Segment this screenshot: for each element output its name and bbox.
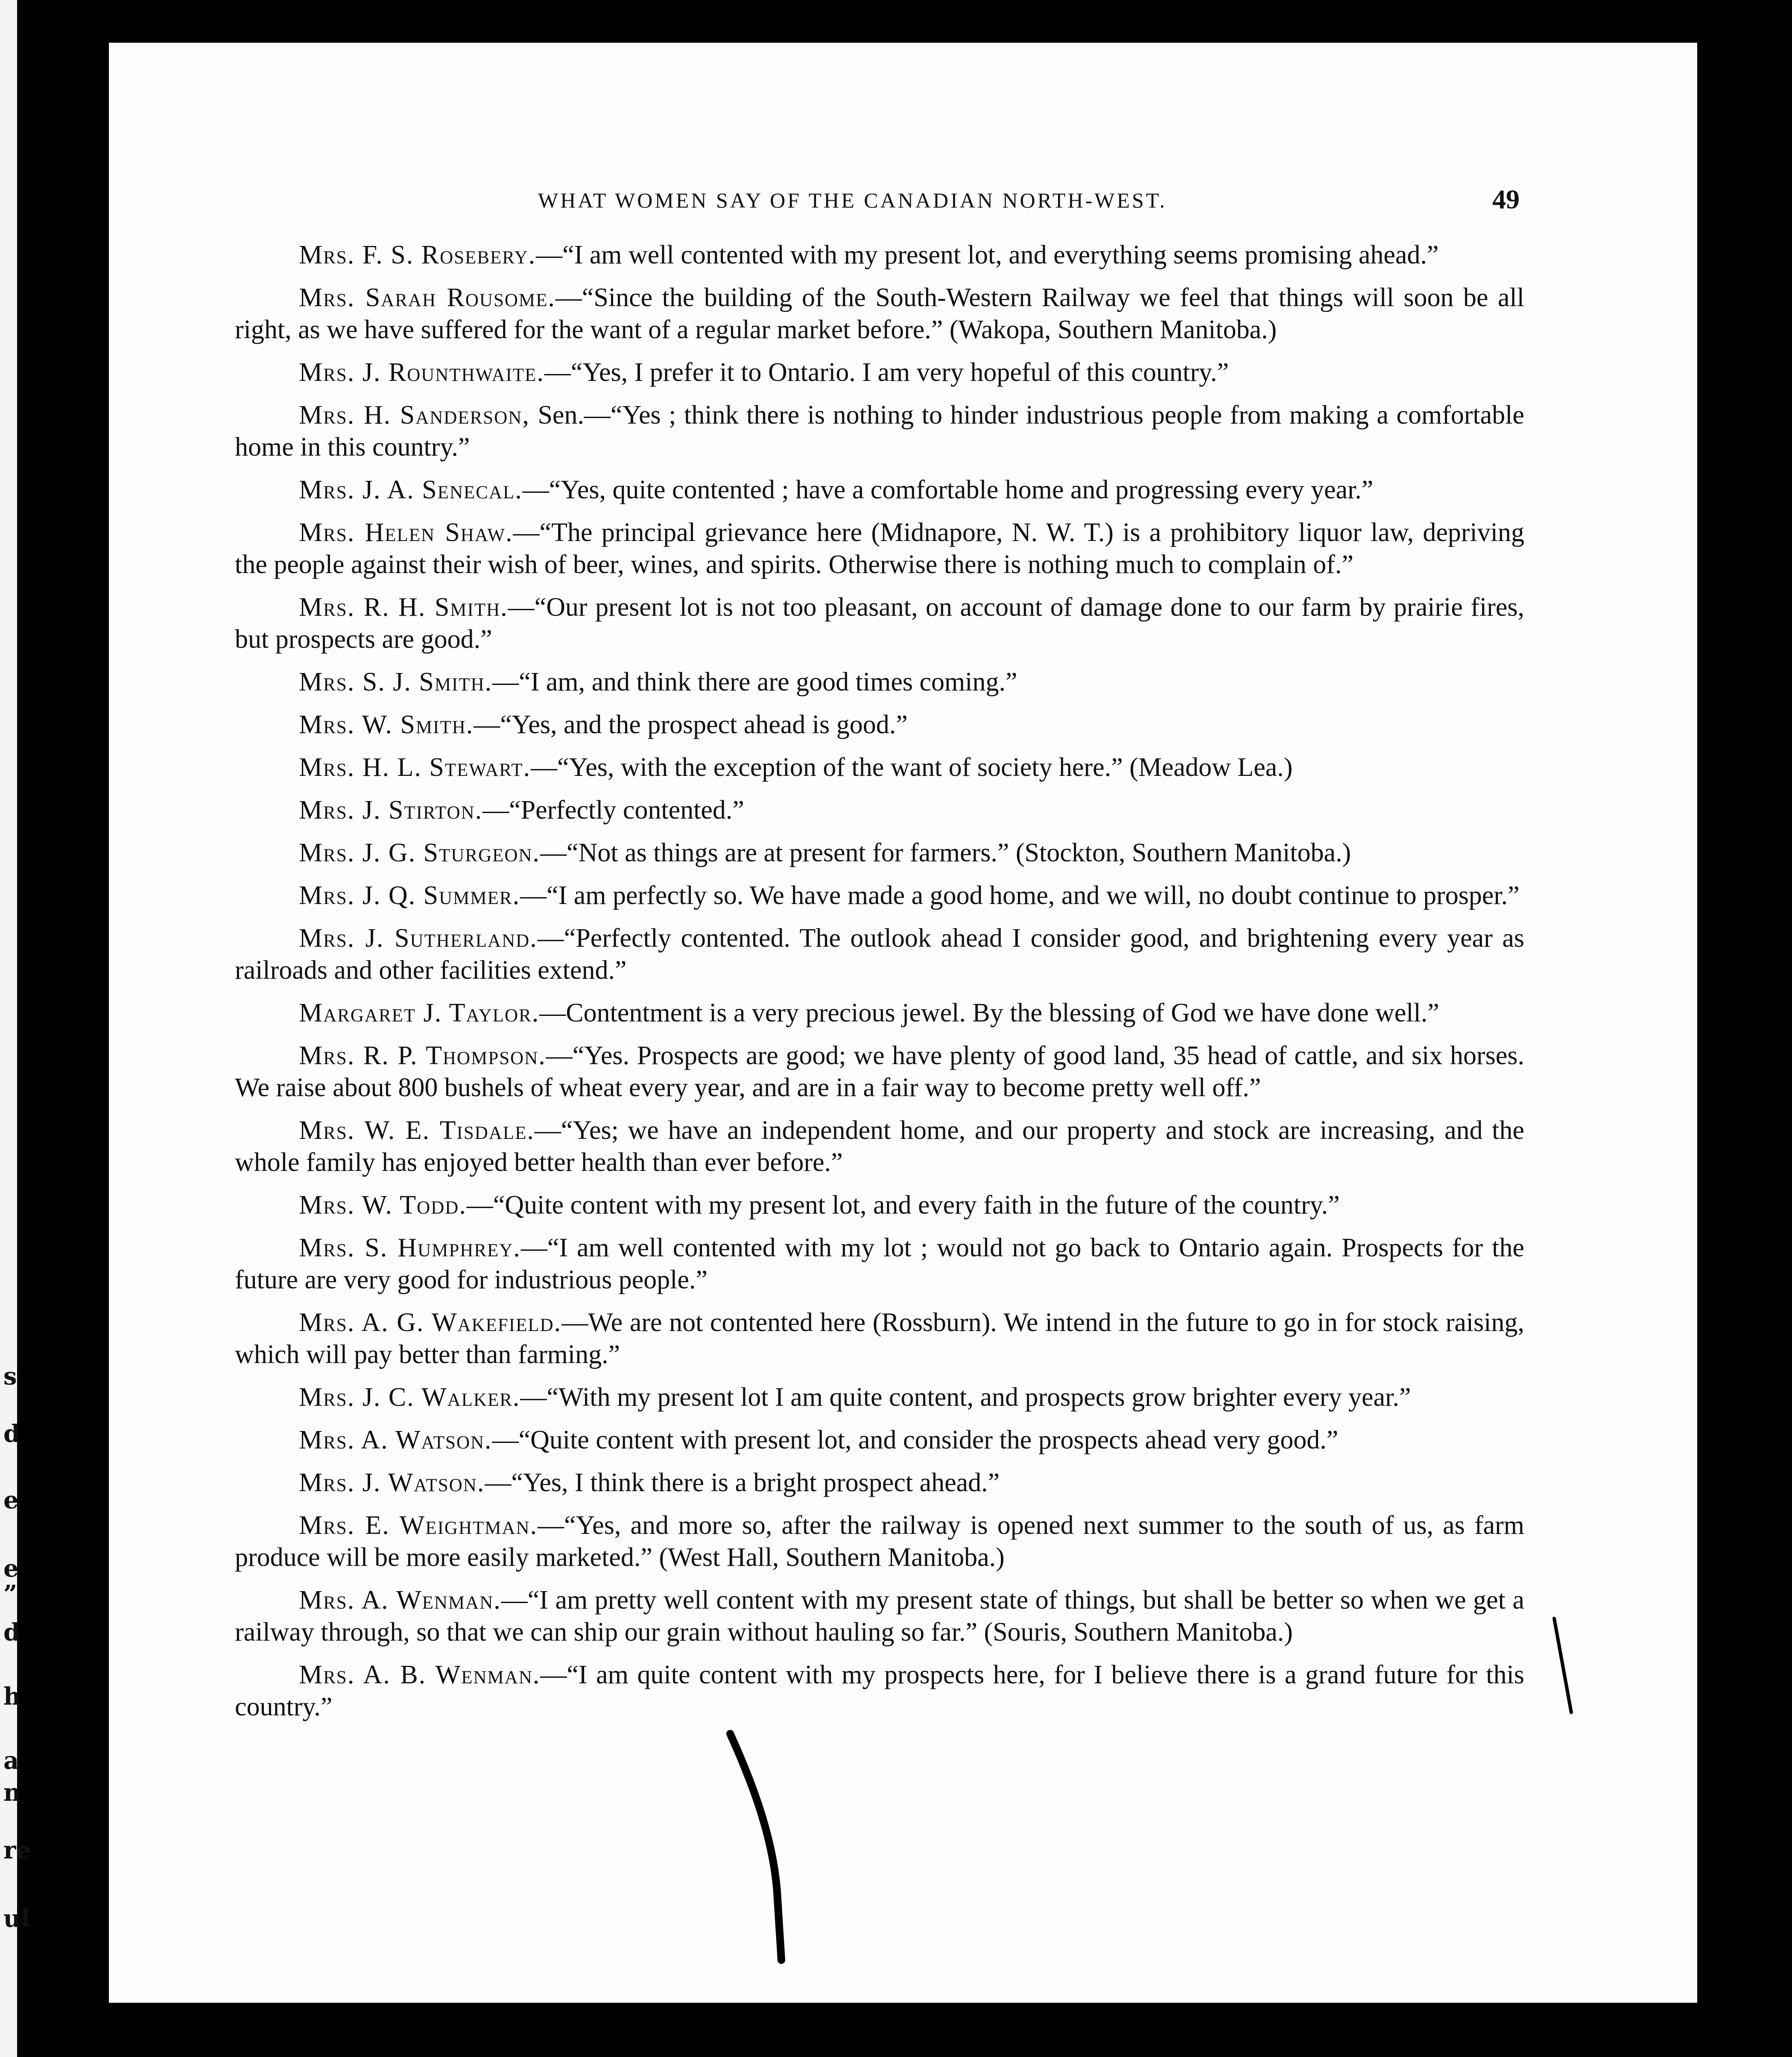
bleed-letter: s <box>3 1362 17 1390</box>
testimonial-entry <box>235 1115 1524 1179</box>
testimonial-text: —“Yes, with the exception of the want of society here.” (Meadow Lea.) <box>531 753 1293 782</box>
testimonial-text: —“Yes, and more so, after the railway is opened next summer to the south of us, as farm produce will be more easily marketed.” (West Hall, Southern Manitoba.) <box>235 1511 1525 1572</box>
testimonial-name: Mrs. J. Q. Summer. <box>299 881 520 910</box>
testimonial-name: Mrs. J. A. Senecal. <box>299 475 523 504</box>
testimonial-text: —“Yes, and the prospect ahead is good.” <box>474 710 908 739</box>
testimonial-entry <box>235 752 1524 784</box>
bleed-letter: d <box>3 1420 20 1448</box>
testimonial-entry <box>235 517 1524 581</box>
testimonial-name: Mrs. F. S. Rosebery. <box>299 240 536 269</box>
testimonial-text: —“Yes. Prospects are good; we have plenty of good land, 35 head of cattle, and six horses. We raise about 800 bushels of wheat every year, and are in a fair way to become pretty well off.” <box>235 1041 1524 1102</box>
testimonial-text: —“Yes, quite contented ; have a comfortable home and progressing every year.” <box>522 475 1374 504</box>
testimonial-name: Mrs. J. Rounthwaite. <box>299 358 544 387</box>
bleed-letter: a <box>3 1747 19 1775</box>
bleed-letter: h <box>3 1682 21 1711</box>
testimonial-entry <box>235 591 1524 655</box>
bleed-letter: ” <box>3 1580 18 1608</box>
testimonial-text: —We are not contented here (Rossburn). We intend in the future to go in for stock raising, which will pay better than farming.” <box>235 1308 1524 1369</box>
testimonial-name: Mrs. Helen Shaw. <box>299 518 513 547</box>
testimonial-entry <box>235 282 1524 346</box>
testimonial-name: Mrs. E. Weightman. <box>299 1511 538 1540</box>
testimonial-name: Mrs. J. Sutherland. <box>299 924 538 953</box>
testimonial-entry <box>235 239 1524 271</box>
testimonial-name: Mrs. J. C. Walker. <box>299 1383 520 1412</box>
testimonial-entry <box>235 1189 1524 1221</box>
testimonial-text: —“Yes, I think there is a bright prospect ahead.” <box>485 1468 1000 1497</box>
bleed-letter: e <box>3 1554 19 1583</box>
testimonial-name: Mrs. A. Wenman. <box>299 1586 501 1615</box>
testimonial-entry <box>235 666 1524 698</box>
testimonial-entry <box>235 1232 1524 1296</box>
testimonial-entry <box>235 794 1524 826</box>
testimonial-text: —“Since the building of the South-Western Railway we feel that things will soon be all right, as we have suffered for the want of a regular market before.” (Wakopa, Southern Manitoba.) <box>235 283 1524 344</box>
testimonial-text: —“I am well contented with my lot ; would not go back to Ontario again. Prospects for the future are very good for industrious people.” <box>235 1233 1524 1294</box>
testimonial-entry <box>235 1584 1524 1648</box>
bleed-letter: ul <box>3 1905 30 1933</box>
pen-stroke-mark <box>726 1729 811 1969</box>
testimonial-name: Mrs. H. Sanderson, <box>299 401 530 430</box>
testimonial-text: —“The principal grievance here (Midnapore, N. W. T.) is a prohibitory liquor law, depriving the people against their wish of beer, wines, and spirits. Otherwise there is nothing much to complain of.” <box>235 518 1524 579</box>
testimonial-text: —“I am, and think there are good times coming.” <box>492 667 1017 696</box>
testimonial-entry <box>235 1659 1524 1723</box>
testimonial-text: —“I am pretty well content with my present state of things, but shall be better so when we get a railway through, so that we can ship our grain without hauling so far.” (Souris, Southern Manitoba.) <box>235 1586 1524 1647</box>
testimonial-entry <box>235 1040 1524 1104</box>
testimonial-entry <box>235 474 1524 506</box>
testimonial-name: Mrs. S. J. Smith. <box>299 667 493 696</box>
bleed-letter: n <box>3 1779 21 1807</box>
testimonial-entry <box>235 1424 1524 1456</box>
testimonial-name: Margaret J. Taylor. <box>299 998 540 1027</box>
testimonial-text: —“I am quite content with my prospects here, for I believe there is a grand future for this country.” <box>235 1660 1524 1721</box>
testimonial-entry <box>235 399 1524 463</box>
testimonial-name: Mrs. Sarah Rousome. <box>299 283 555 312</box>
testimonial-text: —“Yes; we have an independent home, and our property and stock are increasing, and the whole family has enjoyed better health than ever before.” <box>235 1116 1524 1177</box>
testimonial-text: —“Yes, I prefer it to Ontario. I am very hopeful of this country.” <box>544 358 1229 387</box>
testimonial-entry <box>235 1381 1524 1413</box>
running-title: WHAT WOMEN SAY OF THE CANADIAN NORTH-WEST. <box>538 188 1167 212</box>
testimonial-text: —“Our present lot is not too pleasant, on account of damage done to our farm by prairie fires, but prospects are good.” <box>235 593 1524 654</box>
testimonial-text: —“Perfectly contented. The outlook ahead I consider good, and brightening every year as railroads and other facilities extend.” <box>235 924 1524 985</box>
testimonial-name: Mrs. J. Watson. <box>299 1468 485 1497</box>
testimonial-name: Mrs. A. G. Wakefield. <box>299 1308 562 1337</box>
testimonial-list <box>235 239 1524 1734</box>
testimonial-text: —Contentment is a very precious jewel. By the blessing of God we have done well.” <box>539 998 1439 1027</box>
testimonial-text: —“With my present lot I am quite content, and prospects grow brighter every year.” <box>520 1383 1411 1412</box>
testimonial-name: Mrs. S. Humphrey. <box>299 1233 521 1262</box>
testimonial-entry <box>235 709 1524 741</box>
testimonial-name: Mrs. J. G. Sturgeon. <box>299 838 541 867</box>
testimonial-name: Mrs. A. Watson. <box>299 1425 492 1454</box>
testimonial-text: —“I am well contented with my present lot, and everything seems promising ahead.” <box>536 240 1439 269</box>
testimonial-entry <box>235 357 1524 389</box>
testimonial-text: Sen.—“Yes ; think there is nothing to hinder industrious people from making a comfortable home in this country.” <box>235 401 1524 462</box>
testimonial-entry <box>235 922 1524 986</box>
testimonial-text: —“Perfectly contented.” <box>482 796 744 825</box>
testimonial-name: Mrs. J. Stirton. <box>299 796 483 825</box>
testimonial-name: Mrs. R. H. Smith. <box>299 593 508 622</box>
testimonial-name: Mrs. W. E. Tisdale. <box>299 1116 535 1145</box>
testimonial-name: Mrs. W. Todd. <box>299 1191 467 1220</box>
testimonial-entry <box>235 837 1524 869</box>
margin-tick-mark <box>1546 1614 1597 1725</box>
testimonial-text: —“Quite content with present lot, and consider the prospects ahead very good.” <box>492 1425 1339 1454</box>
testimonial-entry <box>235 997 1524 1029</box>
testimonial-entry <box>235 1510 1524 1574</box>
testimonial-entry <box>235 880 1524 912</box>
testimonial-text: —“Quite content with my present lot, and every faith in the future of the country.” <box>466 1191 1340 1220</box>
bleed-letter: e <box>3 1486 19 1514</box>
testimonial-entry <box>235 1467 1524 1499</box>
testimonial-name: Mrs. H. L. Stewart. <box>299 753 531 782</box>
bleed-letter: d <box>3 1618 20 1647</box>
testimonial-entry <box>235 1307 1524 1371</box>
bleed-letter: re <box>3 1836 32 1864</box>
testimonial-text: —“I am perfectly so. We have made a good home, and we will, no doubt continue to prosper.” <box>520 881 1520 910</box>
testimonial-name: Mrs. W. Smith. <box>299 710 474 739</box>
testimonial-text: —“Not as things are at present for farmers.” (Stockton, Southern Manitoba.) <box>540 838 1351 867</box>
testimonial-name: Mrs. A. B. Wenman. <box>299 1660 541 1689</box>
testimonial-name: Mrs. R. P. Thompson. <box>299 1041 546 1070</box>
page-number: 49 <box>1492 184 1520 214</box>
